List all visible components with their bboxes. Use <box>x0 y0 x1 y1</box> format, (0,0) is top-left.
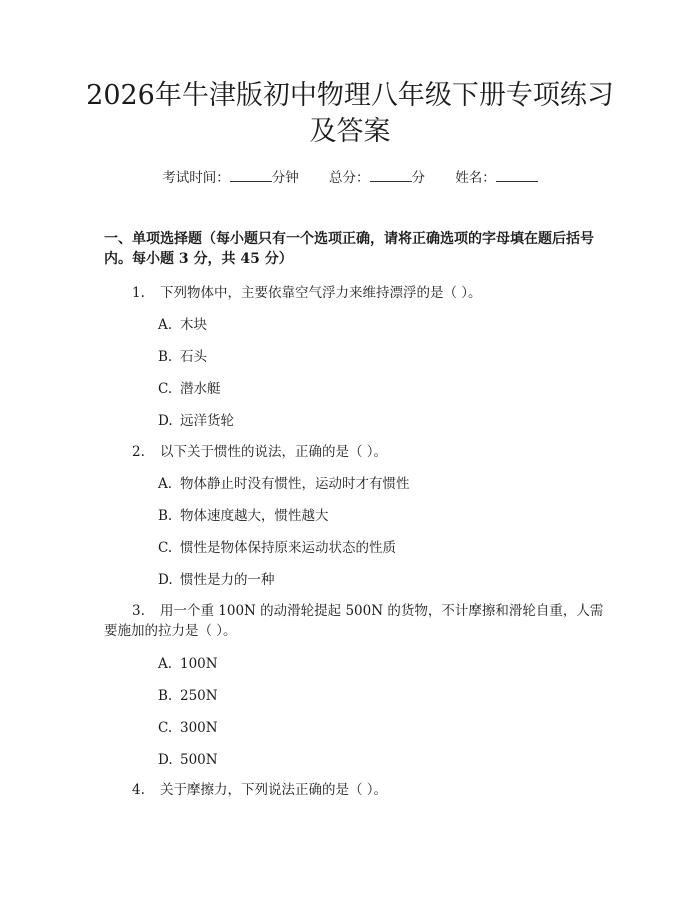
option-text: 远洋货轮 <box>180 413 234 429</box>
option-text: 250N <box>180 688 218 704</box>
option-text: 潜水艇 <box>180 381 221 397</box>
option-letter: A. <box>158 476 173 492</box>
score-field <box>329 168 425 188</box>
option-2d <box>158 570 275 590</box>
score-unit: 分 <box>411 170 425 186</box>
option-letter: D. <box>158 413 173 429</box>
option-letter: A. <box>158 656 173 672</box>
question-text: 用一个重 100N 的动滑轮提起 500N 的货物，不计摩擦和滑轮自重，人需要施加的拉力是（ ）。 <box>104 603 604 639</box>
option-letter: D. <box>158 572 173 588</box>
question-number: 4. <box>132 782 145 798</box>
option-letter: D. <box>158 752 173 768</box>
option-letter: C. <box>158 381 173 397</box>
option-3b <box>158 686 218 706</box>
question-1 <box>104 283 616 303</box>
option-3c <box>158 718 218 738</box>
option-text: 惯性是物体保持原来运动状态的性质 <box>180 540 396 556</box>
option-letter: B. <box>158 508 173 524</box>
time-unit: 分钟 <box>271 170 299 186</box>
option-text: 物体速度越大，惯性越大 <box>180 508 329 524</box>
option-text: 100N <box>180 656 218 672</box>
title-line-2: 及答案 <box>309 116 391 147</box>
score-blank <box>370 168 412 182</box>
question-number: 2. <box>132 444 145 460</box>
question-text: 关于摩擦力，下列说法正确的是（ ）。 <box>160 782 388 798</box>
time-field <box>162 168 299 188</box>
exam-meta <box>0 168 700 188</box>
question-3 <box>104 601 616 641</box>
question-number: 1. <box>132 285 145 301</box>
section-heading: 一、单项选择题（每小题只有一个选项正确，请将正确选项的字母填在题后括号内。每小题 3 分，共 45 分） <box>104 231 594 267</box>
time-label: 考试时间： <box>162 170 230 186</box>
option-text: 石头 <box>180 349 207 365</box>
option-letter: C. <box>158 540 173 556</box>
option-1a <box>158 315 207 335</box>
name-field <box>455 168 538 188</box>
option-2b <box>158 506 329 526</box>
page-title <box>60 78 640 150</box>
score-label: 总分： <box>329 170 370 186</box>
question-number: 3. <box>132 603 145 619</box>
option-text: 物体静止时没有惯性，运动时才有惯性 <box>180 476 410 492</box>
question-4 <box>104 780 616 800</box>
option-letter: C. <box>158 720 173 736</box>
option-1b <box>158 347 207 367</box>
option-1d <box>158 411 234 431</box>
option-2c <box>158 538 396 558</box>
option-text: 木块 <box>180 317 207 333</box>
option-3a <box>158 654 218 674</box>
name-label: 姓名： <box>455 170 496 186</box>
option-3d <box>158 750 218 770</box>
title-line-1: 2026年牛津版初中物理八年级下册专项练习 <box>86 80 614 111</box>
time-blank <box>230 168 272 182</box>
question-2 <box>104 442 616 462</box>
option-1c <box>158 379 221 399</box>
option-text: 惯性是力的一种 <box>180 572 275 588</box>
option-letter: B. <box>158 349 173 365</box>
name-blank <box>496 168 538 182</box>
option-text: 500N <box>180 752 218 768</box>
question-text: 下列物体中，主要依靠空气浮力来维持漂浮的是（ ）。 <box>160 285 482 301</box>
option-letter: B. <box>158 688 173 704</box>
option-2a <box>158 474 410 494</box>
option-text: 300N <box>180 720 218 736</box>
question-text: 以下关于惯性的说法，正确的是（ ）。 <box>160 444 388 460</box>
option-letter: A. <box>158 317 173 333</box>
